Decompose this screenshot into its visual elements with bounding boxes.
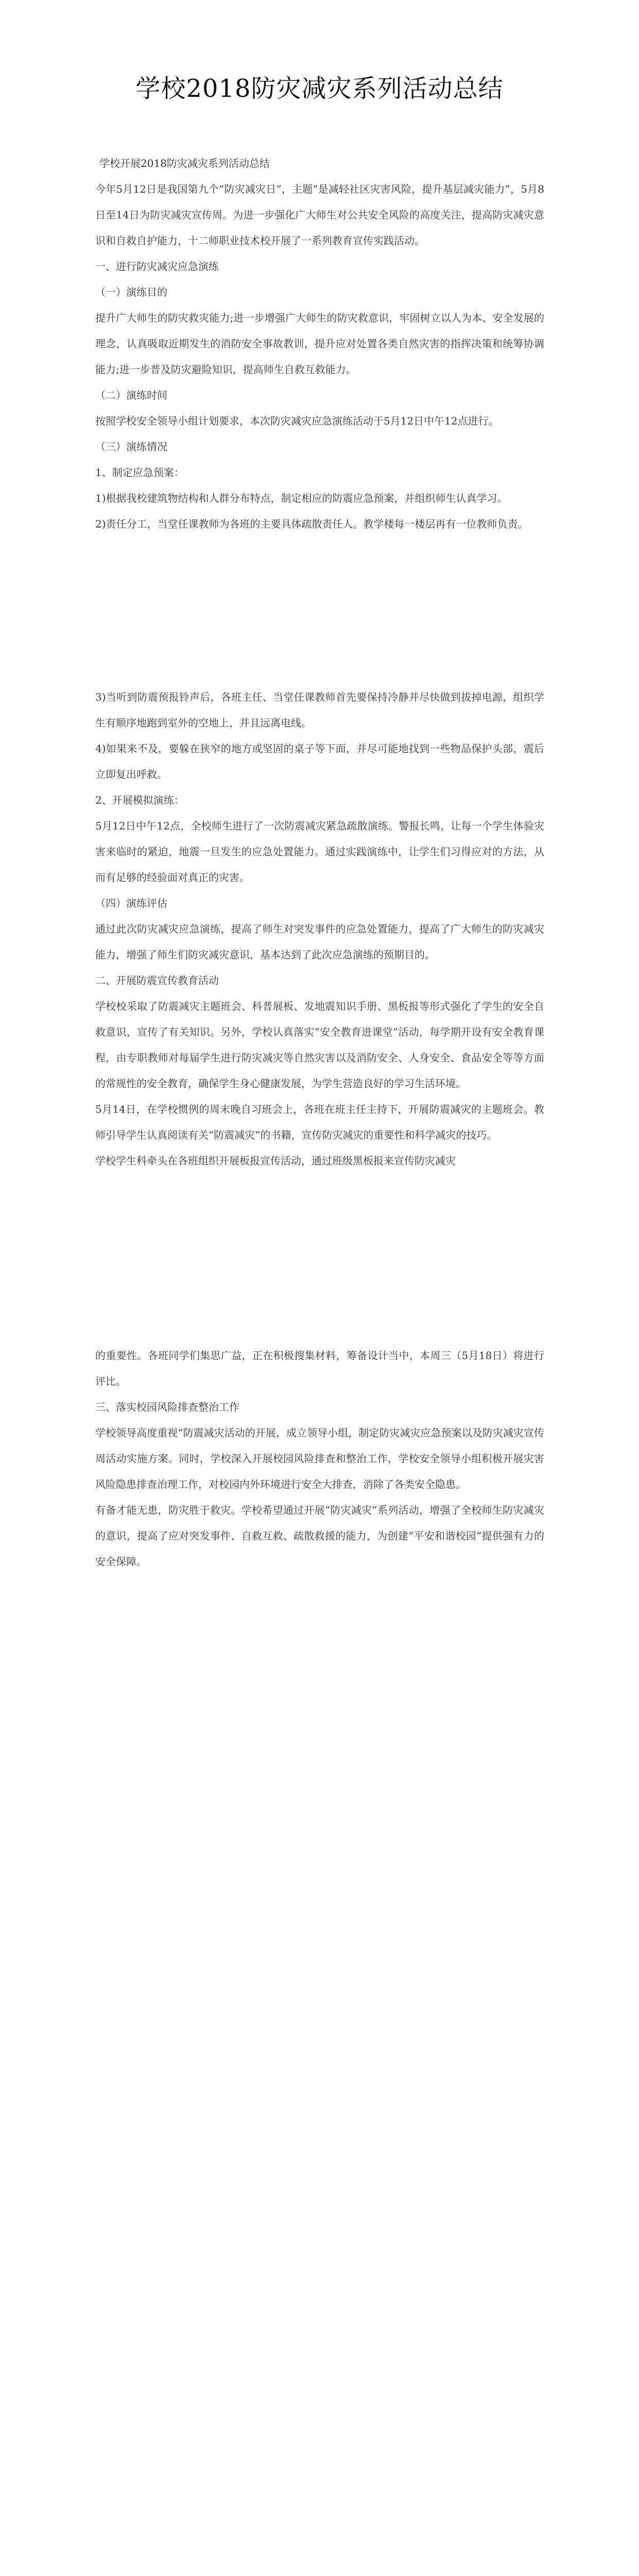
paragraph: 有备才能无患，防灾胜于救灾。学校希望通过开展“防灾减灾”系列活动，增强了全校师生防灾减灾的意识，提高了应对突发事件、自救互救、疏散救援的能力，为创建“平安和谐校园”提供强有力的安全保障。 — [95, 1504, 544, 1568]
item-heading: 1、制定应急预案： — [95, 466, 184, 479]
paragraph: 的重要性。各班同学们集思广益，正在积极搜集材料，筹备设计当中，本周三（5月18日）将进行评比。 — [95, 1349, 544, 1387]
list-item: 3)当听到防震预报铃声后，各班主任、当堂任课教师首先要保持冷静并尽快做到拔掉电源，组织学生有顺序地跑到室外的空地上，并且远离电线。 — [95, 691, 544, 729]
paragraph: 按照学校安全领导小组计划要求，本次防灾减灾应急演练活动于5月12日中午12点进行。 — [95, 415, 499, 427]
paragraph: 提升广大师生的防灾救灾能力;进一步增强广大师生的防灾救意识，牢固树立以人为本、安全发展的理念，认真吸取近期发生的消防安全事故教训，提升应对处置各类自然灾害的指挥决策和统筹协调能力;进一步普及防灾避险知识，提高师生自救互救能力。 — [95, 312, 544, 376]
paragraph: 学校校采取了防震减灾主题班会、科普展板、发地震知识手册、黑板报等形式强化了学生的安全自救意识，宣传了有关知识。另外，学校认真落实“安全教育进课堂”活动，每学期开设有安全教育课程，由专职教师对每届学生进行防灾减灾等自然灾害以及消防安全、人身安全、食品安全等等方面的常规性的安全教育，确保学生身心健康发展，为学生营造良好的学习生活环境。 — [95, 1000, 544, 1090]
list-item: 4)如果来不及，要躲在狭窄的地方或坚固的桌子等下面，并尽可能地找到一些物品保护头部，震后立即复出呼救。 — [95, 742, 544, 781]
subsection-heading: （三）演练情况 — [95, 440, 167, 453]
list-item: 2)责任分工，当堂任课教师为各班的主要具体疏散责任人。教学楼每一楼层再有一位教师负责。 — [95, 518, 528, 530]
document-title: 学校2018防灾减灾系列活动总结 — [135, 74, 504, 103]
subsection-heading: （四）演练评估 — [95, 897, 167, 909]
section-heading: 一、进行防灾减灾应急演练 — [95, 260, 219, 273]
subsection-heading: （一）演练目的 — [95, 286, 167, 298]
list-item: 1)根据我校建筑物结构和人群分布特点，制定相应的防震应急预案，并组织师生认真学习。 — [95, 492, 508, 504]
item-heading: 2、开展模拟演练： — [95, 794, 184, 806]
document-body — [95, 150, 544, 1574]
section-heading: 二、开展防震宣传教育活动 — [95, 974, 219, 987]
paragraph: 学校学生科牵头在各班组织开展板报宣传活动，通过班级黑板报来宣传防灾减灾 — [95, 1155, 456, 1167]
paragraph: 学校领导高度重视“防震减灾活动的开展，成立领导小组，制定防灾减灾应急预案以及防灾减灾宣传周活动实施方案。同时，学校深入开展校园风险排查和整治工作，学校安全领导小组积极开展灾害风险隐患排查治理工作，对校园内外环境进行安全大排查，消除了各类安全隐患。 — [95, 1427, 544, 1490]
subsection-heading: （二）演练时间 — [95, 389, 167, 401]
blank-space — [95, 1174, 544, 1343]
paragraph: 5月14日，在学校惯例的周末晚自习班会上，各班在班主任主持下，开展防震减灾的主题班会。教师引导学生认真阅读有关“防震减灾”的书籍，宣传防灾减灾的重要性和科学减灾的技巧。 — [95, 1103, 544, 1141]
paragraph: 今年5月12日是我国第九个“防灾减灾日”，主题“是减轻社区灾害风险，提升基层减灾能力”，5月8日至14日为防灾减灾宣传周。为进一步强化广大师生对公共安全风险的高度关注，提高防灾减灾意识和自救自护能力，十二师职业技术校开展了一系列教育宣传实践活动。 — [95, 183, 544, 247]
subtitle-paragraph: 学校开展2018防灾减灾系列活动总结 — [99, 157, 270, 170]
paragraph: 5月12日中午12点，全校师生进行了一次防震减灾紧急疏散演练。警报长鸣，让每一个学生体验灾害来临时的紧迫，地震一旦发生的应急处置能力。通过实践演练中，让学生们习得应对的方法，从而有足够的经验面对真正的灾害。 — [95, 820, 544, 884]
section-heading: 三、落实校园风险排查整治工作 — [95, 1401, 239, 1413]
blank-space — [95, 537, 544, 684]
paragraph: 通过此次防灾减灾应急演练，提高了师生对突发事件的应急处置能力，提高了广大师生的防灾减灾能力，增强了师生们防灾减灾意识，基本达到了此次应急演练的预期目的。 — [95, 923, 544, 961]
